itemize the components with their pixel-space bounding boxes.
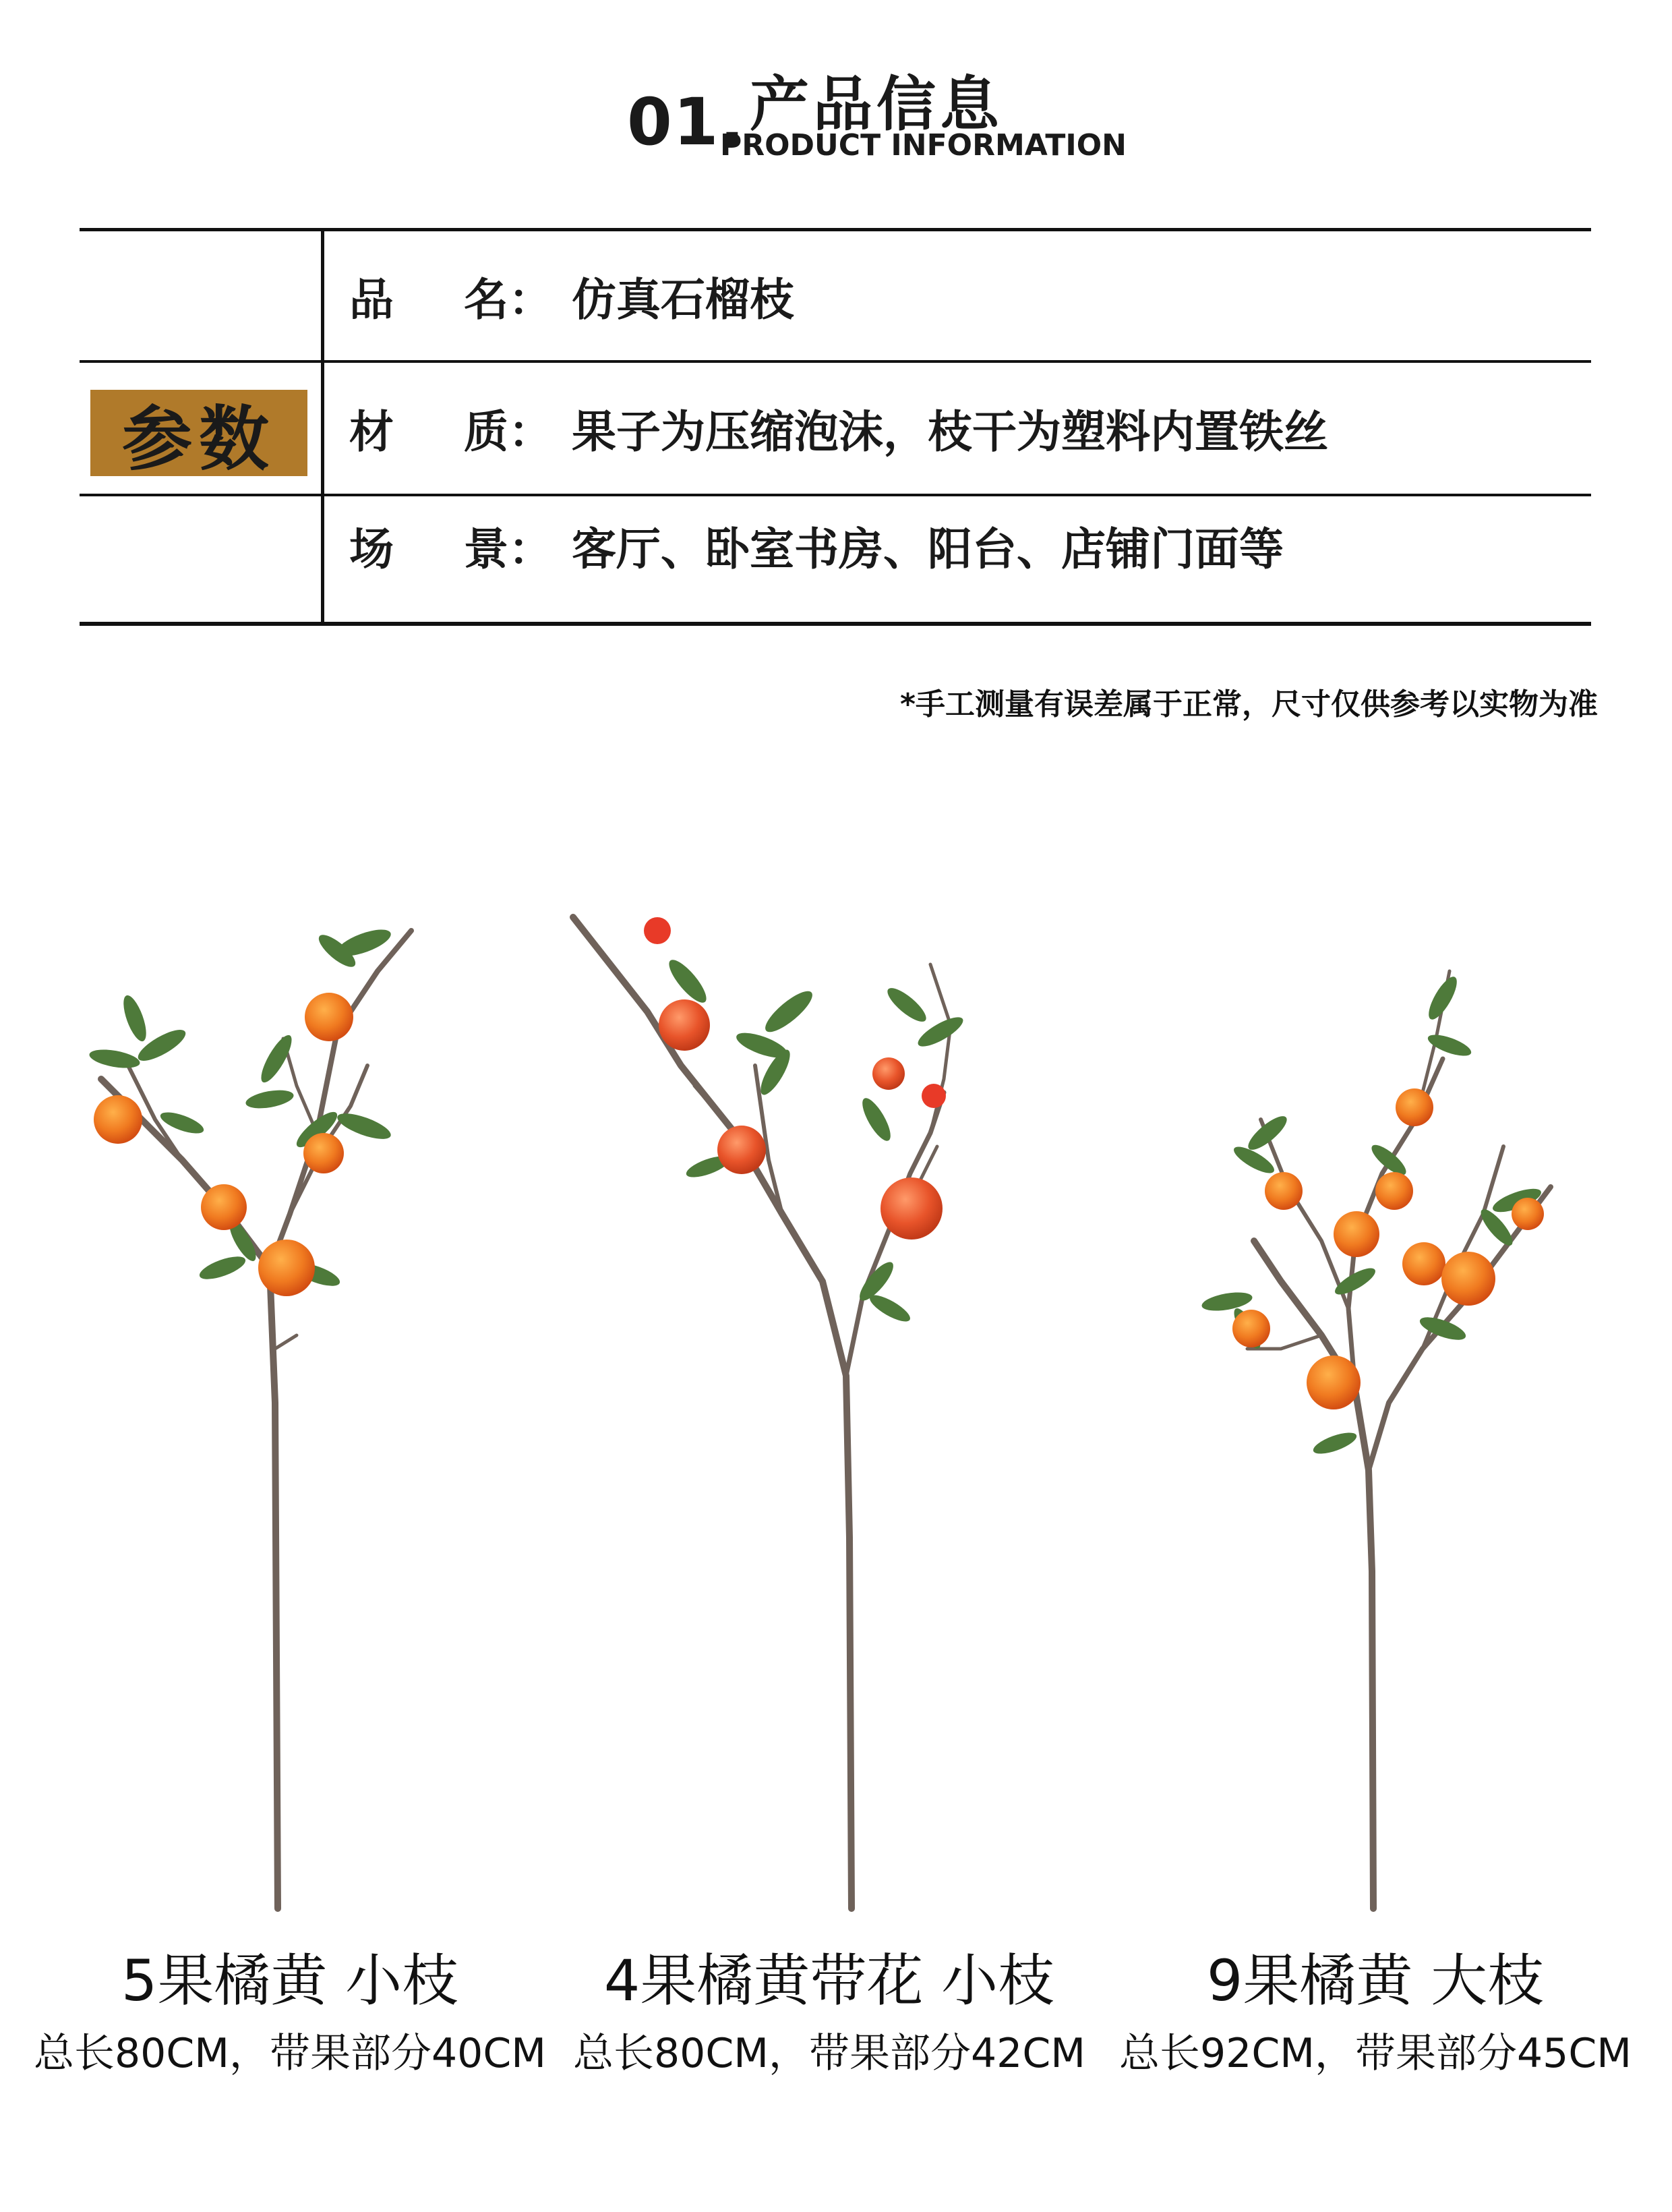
section-subtitle: PRODUCT INFORMATION: [720, 128, 1127, 163]
row-key: 名：: [464, 273, 553, 326]
section-number: 01.: [627, 84, 746, 160]
divider: [80, 360, 1591, 363]
divider: [80, 228, 1591, 231]
product-caption-1: [27, 1936, 553, 2079]
row-scene: [349, 518, 1284, 575]
section-header: [0, 47, 1672, 182]
row-value: 果子为压缩泡沫，枝干为塑料内置铁丝: [572, 405, 1328, 458]
divider: [321, 228, 324, 626]
parameter-table: [80, 228, 1591, 626]
row-key: 场: [349, 523, 394, 575]
row-material: [349, 401, 1328, 458]
leaves: [1200, 973, 1543, 1458]
product-spec: 总长92CM，带果部分45CM: [1118, 2030, 1632, 2077]
section-title: 产品信息: [750, 69, 1004, 139]
row-value: 客厅、卧室书房、阳台、店铺门面等: [572, 523, 1284, 575]
row-key: 质：: [464, 405, 553, 458]
row-key: 景：: [464, 523, 553, 575]
parameter-badge: 参数: [90, 390, 307, 476]
measurement-note: *手工测量有误差属于正常，尺寸仅供参考以实物为准: [899, 687, 1598, 722]
product-title: 9果橘黄 大枝: [1206, 1948, 1545, 2014]
pomegranate-branches-illustration: [0, 863, 1672, 1929]
product-spec: 总长80CM，带果部分40CM: [33, 2030, 547, 2077]
row-key: 材: [349, 405, 394, 458]
fruits: [94, 993, 353, 1296]
divider: [80, 494, 1591, 496]
product-spec: 总长80CM，带果部分42CM: [572, 2030, 1086, 2077]
product-title: 5果橘黄 小枝: [121, 1948, 459, 2014]
divider: [80, 622, 1591, 626]
product-gallery: [0, 863, 1672, 1929]
fruits: [1232, 1088, 1544, 1409]
row-name: [349, 268, 794, 326]
row-key: 品: [349, 273, 394, 326]
row-value: 仿真石榴枝: [572, 273, 794, 326]
product-caption-3: [1106, 1936, 1645, 2079]
product-title: 4果橘黄带花 小枝: [603, 1948, 1055, 2014]
branch-small-5-fruit: [101, 931, 411, 1909]
product-caption-2: [566, 1936, 1092, 2079]
